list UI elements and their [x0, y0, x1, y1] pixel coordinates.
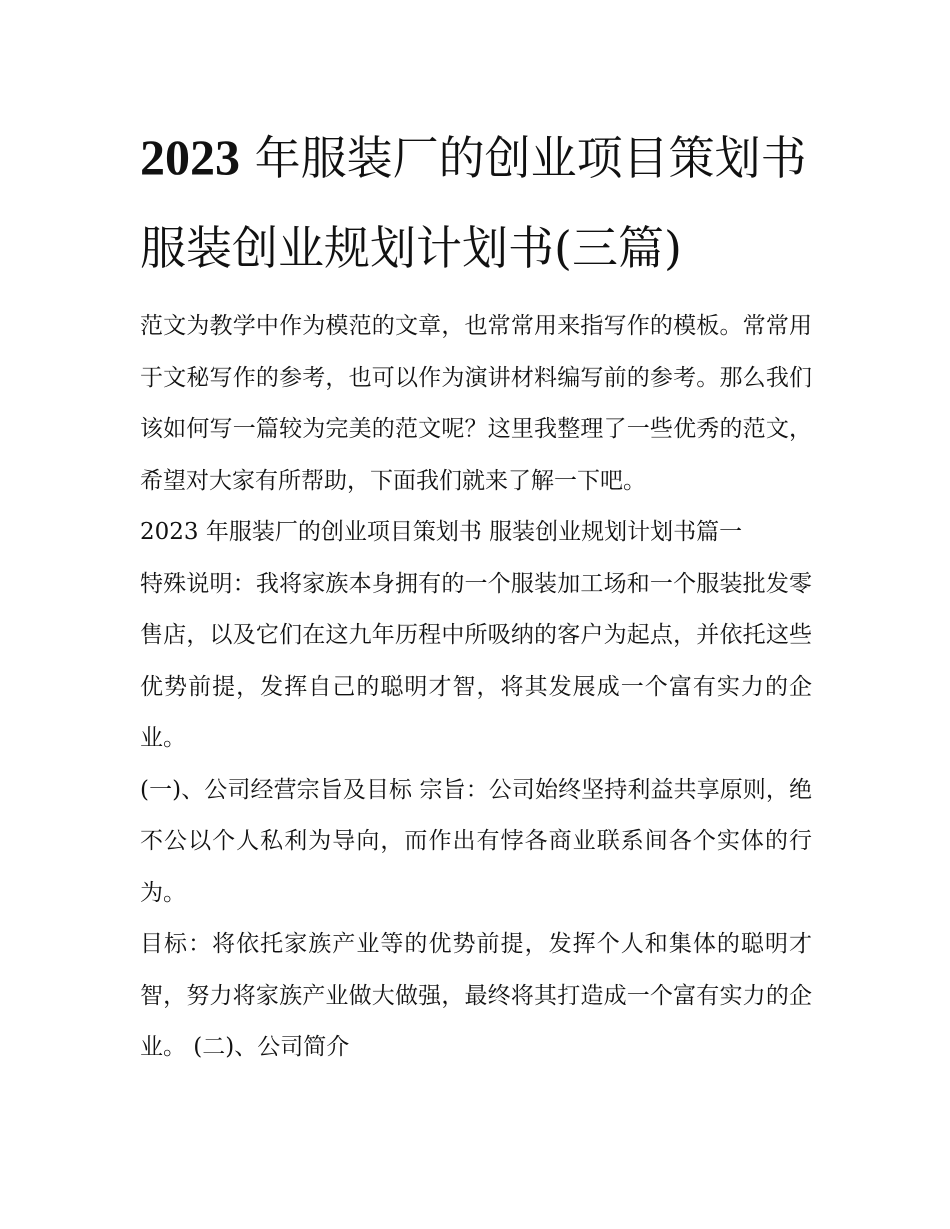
document-page: [140, 112, 812, 1074]
title-year: 2023: [140, 129, 240, 185]
goal-paragraph: 目标：将依托家族产业等的优势前提，发挥个人和集体的聪明才智，努力将家族产业做大做强，最终将其打造成一个富有实力的企业。 (二)、公司简介: [140, 931, 812, 1060]
document-body: [140, 301, 812, 1074]
special-note-paragraph: 特殊说明：我将家族本身拥有的一个服装加工场和一个服装批发零售店，以及它们在这九年历程中所吸纳的客户为起点，并依托这些优势前提，发挥自己的聪明才智，将其发展成一个富有实力的企业。: [140, 570, 812, 751]
section-heading: 2023 年服装厂的创业项目策划书 服装创业规划计划书篇一: [140, 519, 743, 545]
title-text: 年服装厂的创业项目策划书 服装创业规划计划书(三篇): [140, 131, 807, 275]
document-title: [140, 112, 812, 293]
intro-paragraph: 范文为教学中作为模范的文章，也常常用来指写作的模板。常常用于文秘写作的参考，也可以作为演讲材料编写前的参考。那么我们该如何写一篇较为完美的范文呢？这里我整理了一些优秀的范文，希望对大家有所帮助，下面我们就来了解一下吧。: [140, 313, 812, 494]
purpose-paragraph: (一)、公司经营宗旨及目标 宗旨：公司始终坚持利益共享原则，绝不公以个人私利为导向，而作出有悖各商业联系间各个实体的行为。: [140, 776, 812, 906]
